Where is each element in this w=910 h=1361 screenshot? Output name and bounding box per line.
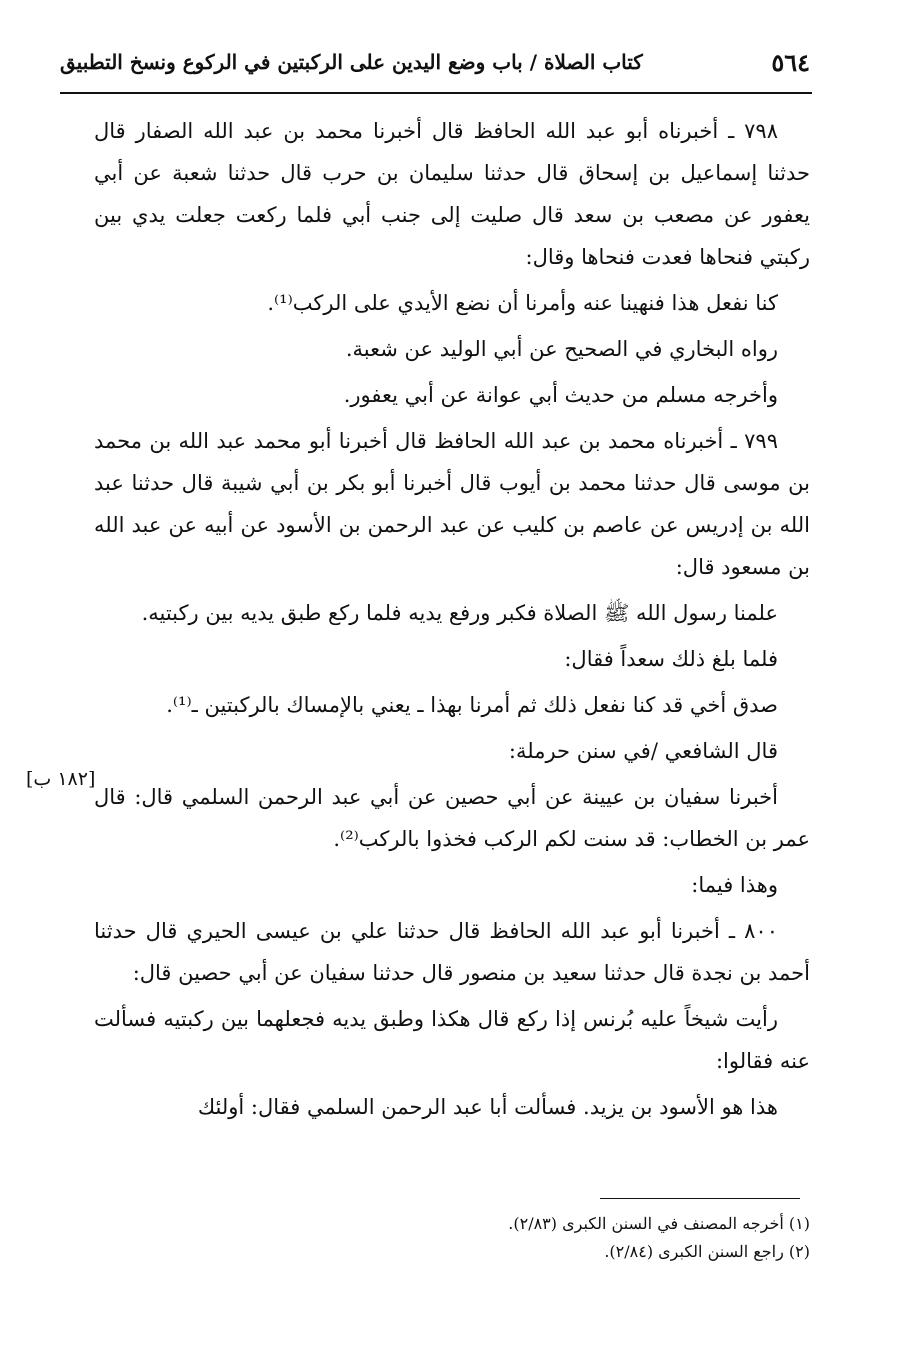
footnote-1: (١) أخرجه المصنف في السنن الكبرى (٢/٨٣). [508, 1214, 810, 1233]
hadith-798-isnad: ٧٩٨ ـ أخبرناه أبو عبد الله الحافظ قال أخبرنا محمد بن عبد الله الصفار قال حدثنا إسماعيل بن إسحاق قال حدثنا سليمان بن حرب قال حدثنا شعبة عن أبي يعفور عن مصعب بن سعد قال صليت إلى جنب أبي فلما ركعت جعلت يدي بين ركبتي فنحاها فعدت فنحاها وقال: [94, 119, 810, 269]
sad-statement: صدق أخي قد كنا نفعل ذلك ثم أمرنا بهذا ـ يعني بالإمساك بالركبتين ـ⁽¹⁾. [166, 693, 778, 717]
footnote-2: (٢) راجع السنن الكبرى (٢/٨٤). [604, 1242, 810, 1261]
page-header [60, 44, 810, 90]
footnote-divider [600, 1198, 800, 1199]
main-text [94, 110, 810, 1132]
running-title: كتاب الصلاة / باب وضع اليدين على الركبتين في الركوع ونسخ التطبيق [60, 50, 643, 74]
transition-text: وهذا فيما: [691, 873, 778, 897]
hadith-800-isnad: ٨٠٠ ـ أخبرنا أبو عبد الله الحافظ قال حدثنا علي بن عيسى الحيري قال حدثنا أحمد بن نجدة قال حدثنا سعيد بن منصور قال حدثنا سفيان عن أبي حصين قال: [94, 919, 810, 985]
footnotes [94, 1210, 810, 1266]
header-divider [60, 92, 812, 94]
hadith-800-matn: رأيت شيخاً عليه بُرنس إذا ركع قال هكذا وطبق يديه فجعلهما بين ركبتيه فسألت عنه فقالوا: [94, 1007, 810, 1073]
muslim-note: وأخرجه مسلم من حديث أبي عوانة عن أبي يعفور. [343, 383, 778, 407]
hadith-799-matn: علمنا رسول الله ﷺ الصلاة فكبر ورفع يديه فلما ركع طبق يديه بين ركبتيه. [141, 601, 778, 625]
hadith-799-isnad: ٧٩٩ ـ أخبرناه محمد بن عبد الله الحافظ قال أخبرنا أبو محمد عبد الله بن محمد بن موسى قال حدثنا محمد بن أيوب قال أخبرنا أبو بكر بن أبي شيبة قال حدثنا عبد الله بن إدريس عن عاصم بن كليب عن عبد الرحمن بن الأسود عن أبيه عن عبد الله بن مسعود قال: [94, 429, 810, 579]
shafii-harmala: قال الشافعي /في سنن حرملة: [508, 739, 778, 763]
hadith-798-matn: كنا نفعل هذا فنهينا عنه وأمرنا أن نضع الأيدي على الركب⁽¹⁾. [267, 291, 778, 315]
manuscript-folio-note: [١٨٢ ب] [26, 768, 96, 790]
umar-narration: أخبرنا سفيان بن عيينة عن أبي حصين عن أبي عبد الرحمن السلمي قال: قال عمر بن الخطاب: قد سنت لكم الركب فخذوا بالركب⁽²⁾. [94, 785, 810, 851]
page-number: ٥٦٤ [771, 48, 810, 77]
bukhari-note: رواه البخاري في الصحيح عن أبي الوليد عن شعبة. [345, 337, 778, 361]
sad-reaction: فلما بلغ ذلك سعداً فقال: [564, 647, 778, 671]
aswad-statement: هذا هو الأسود بن يزيد. فسألت أبا عبد الرحمن السلمي فقال: أولئك [197, 1095, 778, 1119]
